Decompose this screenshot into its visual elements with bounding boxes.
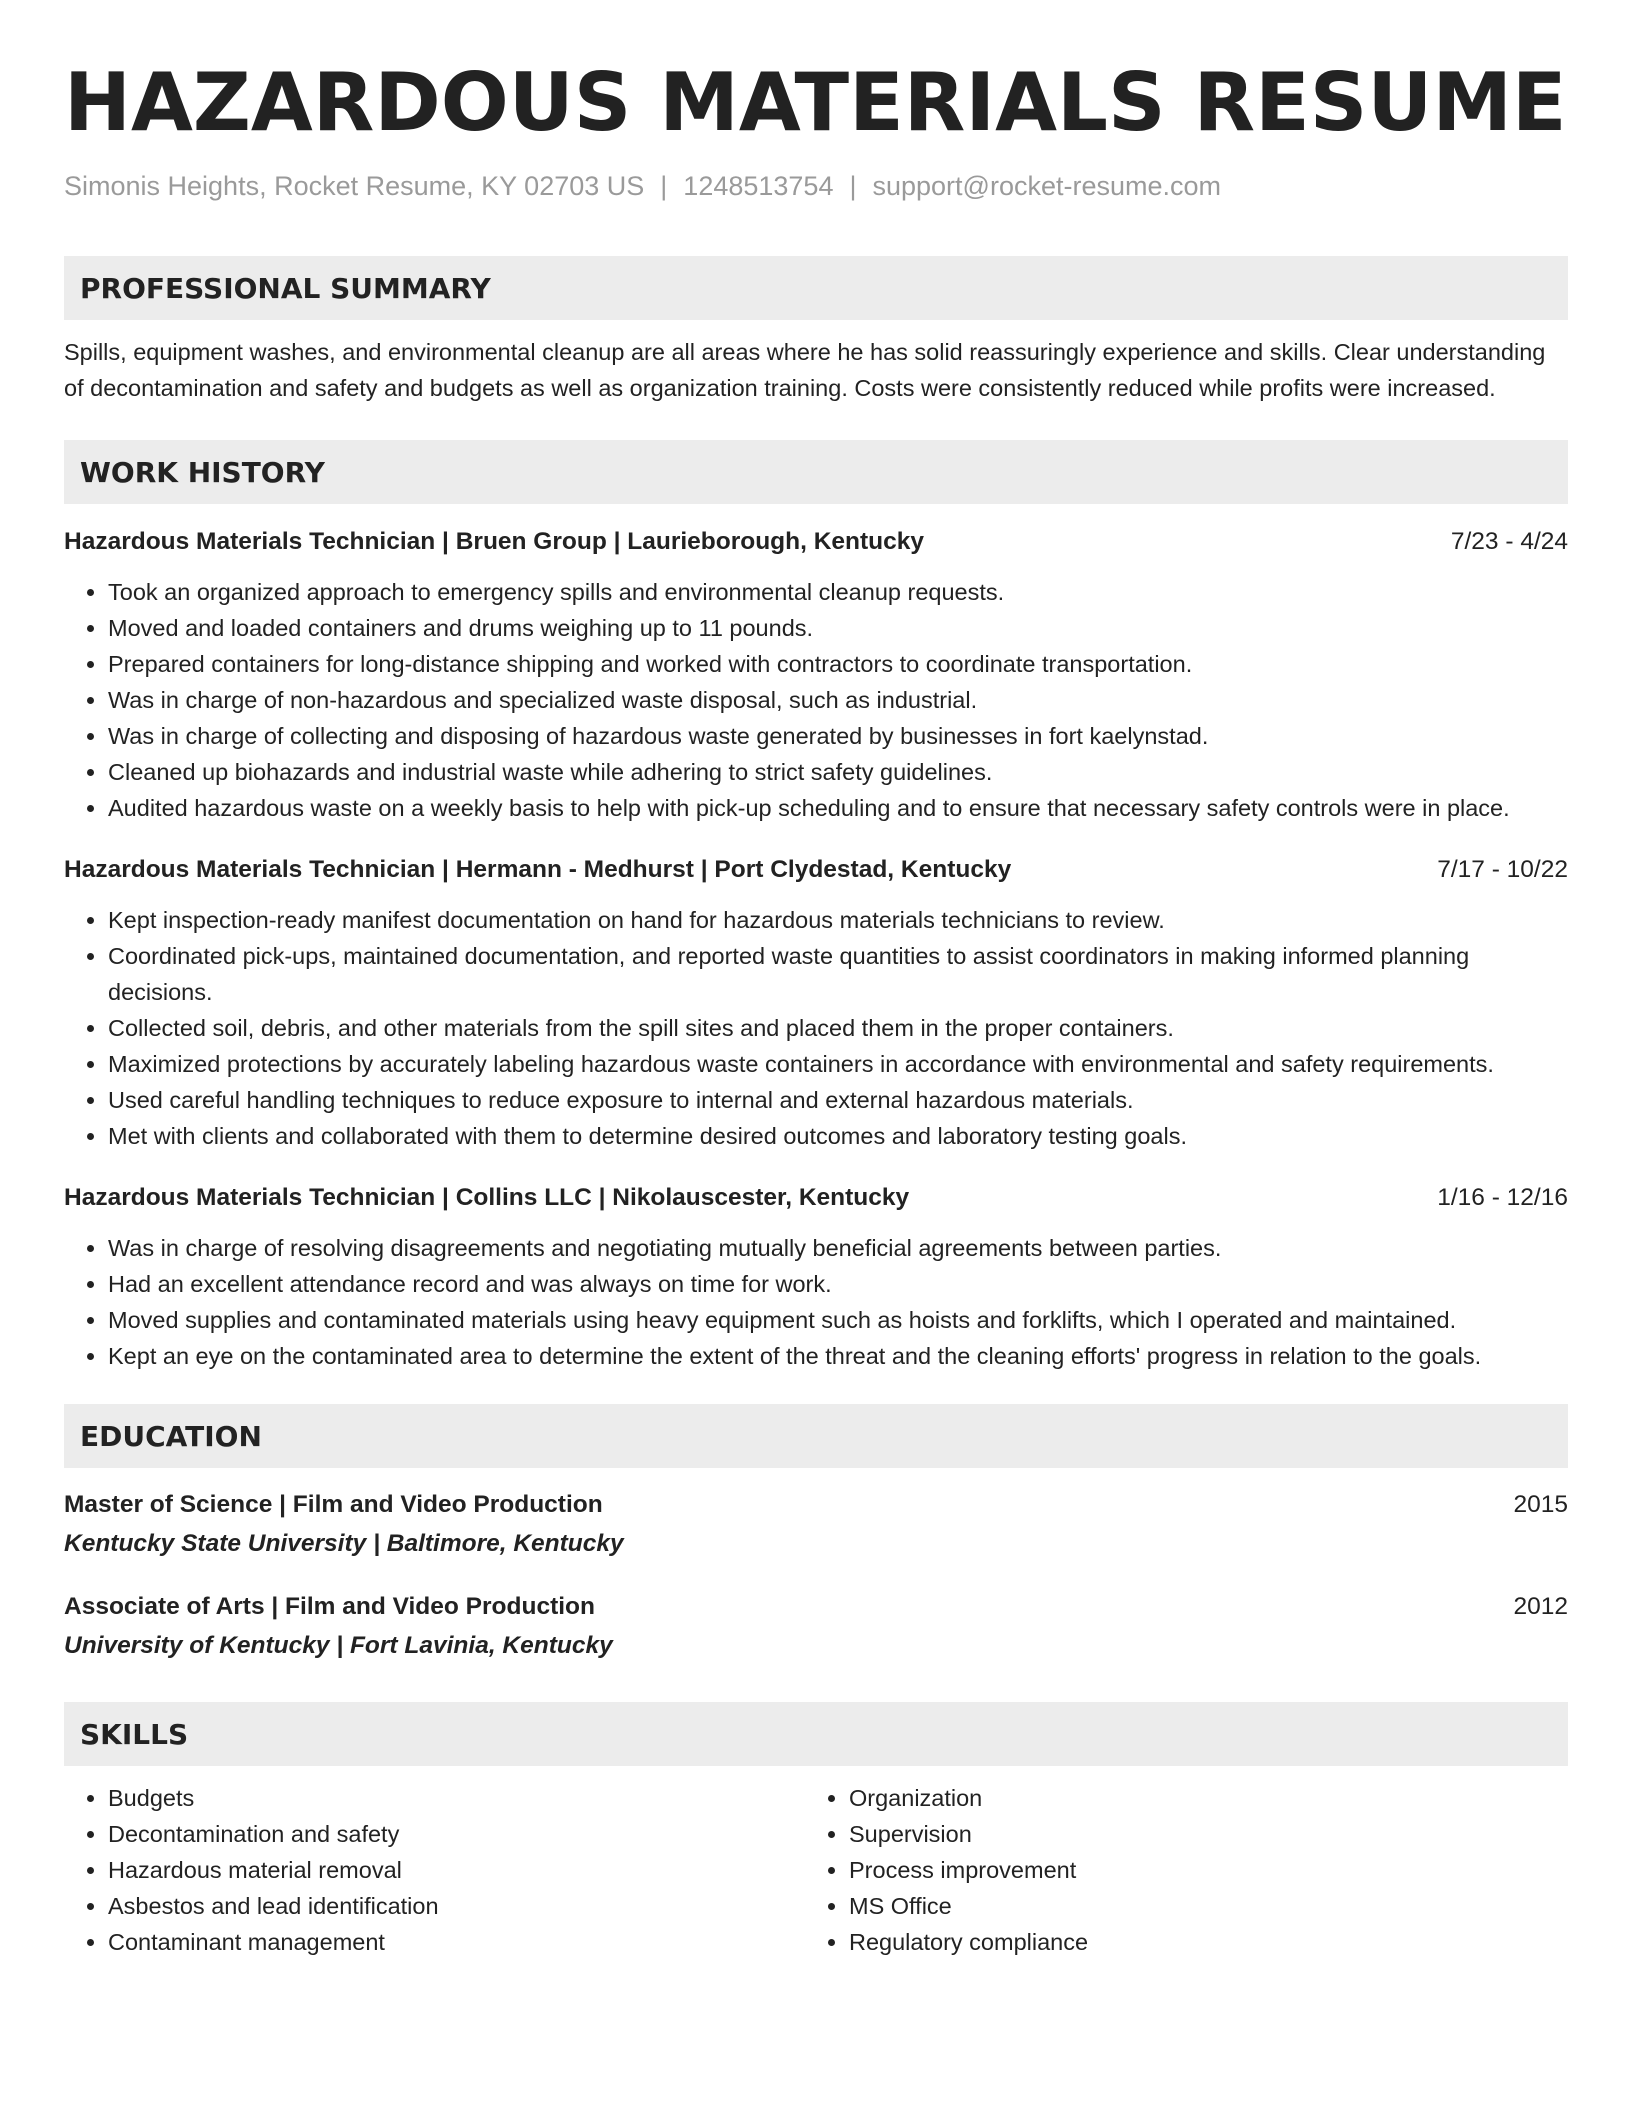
- job-bullet: • Moved and loaded containers and drums weighing up to 11 pounds.: [108, 610, 1568, 646]
- job-bullet: • Had an excellent attendance record and was always on time for work.: [108, 1266, 1568, 1302]
- job-header: [64, 524, 1568, 560]
- skill-item: • Organization: [849, 1780, 1546, 1816]
- skill-item: • Contaminant management: [108, 1924, 805, 1960]
- job-bullet: • Coordinated pick-ups, maintained documentation, and reported waste quantities to assist coordinators in making informed planning decisions.: [108, 938, 1568, 1010]
- skill-item: • Budgets: [108, 1780, 805, 1816]
- job-bullet: • Was in charge of resolving disagreements and negotiating mutually beneficial agreements between parties.: [108, 1230, 1568, 1266]
- job-dates: 7/17 - 10/22: [1437, 856, 1568, 883]
- job-bullet: • Maximized protections by accurately labeling hazardous waste containers in accordance with environmental and safety requirements.: [108, 1046, 1568, 1082]
- job-bullet: • Took an organized approach to emergency spills and environmental cleanup requests.: [108, 574, 1568, 610]
- job-bullets: [64, 574, 1568, 826]
- contact-email: support@rocket-resume.com: [872, 171, 1222, 201]
- skills-list-left: [64, 1780, 805, 1960]
- section-header-education: EDUCATION: [64, 1404, 1568, 1468]
- job-dates: 1/16 - 12/16: [1437, 1184, 1568, 1211]
- job-bullets: [64, 902, 1568, 1154]
- education-school: Kentucky State University | Baltimore, Kentucky: [64, 1530, 624, 1557]
- job-bullet: • Kept an eye on the contaminated area to determine the extent of the threat and the cleaning efforts' progress in relation to the goals.: [108, 1338, 1568, 1374]
- job-bullet: • Prepared containers for long-distance shipping and worked with contractors to coordinate transportation.: [108, 646, 1568, 682]
- education-school: University of Kentucky | Fort Lavinia, Kentucky: [64, 1632, 613, 1659]
- skills-columns: [64, 1780, 1568, 1960]
- skill-item: • Decontamination and safety: [108, 1816, 805, 1852]
- education-entry: [64, 1486, 1568, 1564]
- job-entry: [64, 524, 1568, 826]
- skills-list-right: [805, 1780, 1546, 1960]
- job-title: Hazardous Materials Technician | Collins LLC | Nikolauscester, Kentucky: [64, 1184, 910, 1211]
- job-entry: [64, 852, 1568, 1154]
- section-header-skills: SKILLS: [64, 1702, 1568, 1766]
- section-header-summary: PROFESSIONAL SUMMARY: [64, 256, 1568, 320]
- job-bullet: • Collected soil, debris, and other materials from the spill sites and placed them in the proper containers.: [108, 1010, 1568, 1046]
- education-degree: Associate of Arts | Film and Video Production: [64, 1593, 595, 1620]
- job-header: [64, 852, 1568, 888]
- job-bullet: • Audited hazardous waste on a weekly basis to help with pick-up scheduling and to ensure that necessary safety controls were in place.: [108, 790, 1568, 826]
- skill-item: • Regulatory compliance: [849, 1924, 1546, 1960]
- contact-separator: |: [849, 171, 857, 201]
- job-entry: [64, 1180, 1568, 1374]
- education-header: [64, 1486, 1568, 1524]
- section-header-work-history: WORK HISTORY: [64, 440, 1568, 504]
- resume-title: HAZARDOUS MATERIALS RESUME: [64, 56, 1567, 149]
- contact-address: Simonis Heights, Rocket Resume, KY 02703 US: [64, 171, 645, 201]
- education-header: [64, 1588, 1568, 1626]
- job-header: [64, 1180, 1568, 1216]
- skill-item: • Supervision: [849, 1816, 1546, 1852]
- job-bullet: • Kept inspection-ready manifest documentation on hand for hazardous materials technicians to review.: [108, 902, 1568, 938]
- job-bullet: • Was in charge of non-hazardous and specialized waste disposal, such as industrial.: [108, 682, 1568, 718]
- skill-item: • Asbestos and lead identification: [108, 1888, 805, 1924]
- education-year: 2015: [1513, 1491, 1568, 1518]
- job-bullet: • Cleaned up biohazards and industrial waste while adhering to strict safety guidelines.: [108, 754, 1568, 790]
- skill-item: • Hazardous material removal: [108, 1852, 805, 1888]
- contact-separator: |: [660, 171, 668, 201]
- contact-line: [64, 166, 1568, 206]
- education-year: 2012: [1513, 1593, 1568, 1620]
- skill-item: • MS Office: [849, 1888, 1546, 1924]
- summary-text: Spills, equipment washes, and environmental cleanup are all areas where he has solid reassuringly experience and skills. Clear understanding of decontamination and safety and budgets as well as organization training. Costs were consistently reduced while profits were increased.: [64, 339, 1546, 401]
- job-dates: 7/23 - 4/24: [1450, 528, 1568, 555]
- education-degree: Master of Science | Film and Video Production: [64, 1491, 603, 1518]
- job-title: Hazardous Materials Technician | Bruen Group | Laurieborough, Kentucky: [64, 528, 925, 555]
- education-entry: [64, 1588, 1568, 1666]
- job-bullet: • Moved supplies and contaminated materials using heavy equipment such as hoists and forklifts, which I operated and maintained.: [108, 1302, 1568, 1338]
- contact-phone: 1248513754: [683, 171, 834, 201]
- job-bullets: [64, 1230, 1568, 1374]
- job-bullet: • Used careful handling techniques to reduce exposure to internal and external hazardous materials.: [108, 1082, 1568, 1118]
- skill-item: • Process improvement: [849, 1852, 1546, 1888]
- job-bullet: • Met with clients and collaborated with them to determine desired outcomes and laboratory testing goals.: [108, 1118, 1568, 1154]
- job-title: Hazardous Materials Technician | Hermann - Medhurst | Port Clydestad, Kentucky: [64, 856, 1012, 883]
- job-bullet: • Was in charge of collecting and disposing of hazardous waste generated by businesses in fort kaelynstad.: [108, 718, 1568, 754]
